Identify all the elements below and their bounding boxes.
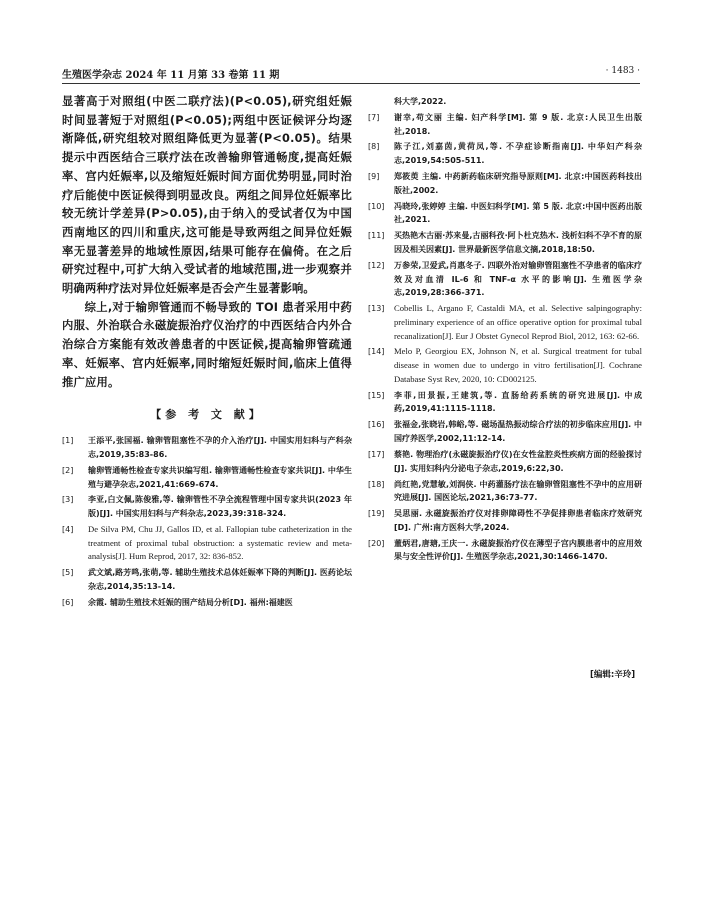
reference-number <box>368 95 394 109</box>
reference-text: 万参荣,卫爱武,肖惠冬子. 四联外治对输卵管阻塞性不孕患者的临床疗效及对血清 IL-6 和 TNF-α 水平的影响[J]. 生殖医学杂志,2019,28:366-371. <box>394 260 642 298</box>
reference-item <box>368 259 642 300</box>
running-header <box>62 66 640 82</box>
reference-text: 蔡艳. 物理治疗(永磁旋振治疗仪)在女性盆腔炎性疾病方面的经验探讨[J]. 实用妇科内分泌电子杂志,2019,6:22,30. <box>394 449 642 473</box>
reference-item <box>368 95 642 109</box>
reference-number: [11] <box>368 231 385 241</box>
reference-text: 买热艳木古丽·苏来曼,古丽科孜·阿卜杜克热木. 浅析妇科不孕不育的原因及相关因素[J]. 世界最新医学信息文摘,2018,18:50. <box>394 231 642 254</box>
reference-number: [10] <box>368 201 385 211</box>
body-paragraph-1: 显著高于对照组(中医二联疗法)(P<0.05),研究组妊娠时间显著短于对照组(P<0.05);两组中医证候评分均逐渐降低,研究组较对照组降低更为显著(P<0.05)。结果提示中西医结合三联疗法在改善输卵管通畅度,提高妊娠率、宫内妊娠率,以及缩短妊娠时间方面优势明显,同时治疗后能使中医证候得到明显改良。两组之间异位妊娠率比较无统计学差异(P>0.05),由于纳入的受试者仅为中国西南地区的四川和重庆,这可能是导致两组之间异位妊娠率无显著差异的地域性原因,结果可能存在偏倚。在之后研究过程中,可扩大纳入受试者的地域范围,进一步观察并明确两种疗法对异位妊娠率是否会产生显著影响。 <box>62 95 352 296</box>
reference-item <box>368 448 642 475</box>
reference-item <box>368 302 642 343</box>
reference-number: [3] <box>62 495 74 505</box>
reference-item <box>368 537 642 564</box>
reference-item <box>62 566 352 593</box>
body-paragraph-2: 综上,对于输卵管通而不畅导致的 TOI 患者采用中药内服、外治联合永磁旋振治疗仪治疗的中西医结合内外合治综合方案能有效改善患者的中医证候,提高输卵管疏通率、妊娠率、宫内妊娠率,同时缩短妊娠时间,临床上值得推广应用。 <box>62 300 352 389</box>
reference-number: [4] <box>62 525 74 535</box>
reference-number: [6] <box>62 597 74 607</box>
header-rule <box>62 83 640 84</box>
left-column <box>62 93 352 612</box>
reference-item <box>62 596 352 610</box>
reference-text: 吴思丽. 永磁旋振治疗仪对排卵障碍性不孕促排卵患者临床疗效研究[D]. 广州:南方医科大学,2024. <box>394 509 642 532</box>
reference-text: 董炳君,唐瑭,王庆一. 永磁旋振治疗仪在薄型子宫内膜患者中的应用效果与安全性评价[J]. 生殖医学杂志,2021,30:1466-1470. <box>394 538 642 562</box>
reference-number: [7] <box>368 112 380 122</box>
references-heading: 【参 考 文 献】 <box>150 408 264 422</box>
reference-item <box>368 229 642 256</box>
reference-text: 冯晓玲,张婷婷 主编. 中医妇科学[M]. 第 5 版. 北京:中国中医药出版社,2021. <box>394 201 642 225</box>
reference-number: [16] <box>368 420 385 430</box>
reference-number: [17] <box>368 449 385 459</box>
reference-text: Melo P, Georgiou EX, Johnson N, et al. Surgical treatment for tubal disease in women due to undergo in vitro fertilisation[J]. Cochrane Database Syst Rev, 2020, 10: CD002125. <box>394 346 642 384</box>
reference-text: 王添平,张国福. 输卵管阻塞性不孕的介入治疗[J]. 中国实用妇科与产科杂志,2019,35:83-86. <box>88 436 352 459</box>
reference-text: 陈子江,刘嘉茵,黄荷凤,等. 不孕症诊断指南[J]. 中华妇产科杂志,2019,54:505-511. <box>394 142 642 166</box>
page-number: · 1483 · <box>605 66 640 76</box>
reference-text: 输卵管通畅性检查专家共识编写组. 输卵管通畅性检查专家共识[J]. 中华生殖与避孕杂志,2021,41:669-674. <box>88 465 352 489</box>
right-column <box>368 95 642 566</box>
journal-issue-title: 生殖医学杂志 2024 年 11 月第 33 卷第 11 期 <box>62 70 280 81</box>
reference-text: 科大学,2022. <box>394 97 447 106</box>
reference-text: 武文斌,路芳鸣,张萌,等. 辅助生殖技术总体妊娠率下降的判断[J]. 医药论坛杂志,2014,35:13-14. <box>88 568 352 592</box>
reference-number: [20] <box>368 538 385 548</box>
reference-text: 张福金,张晓岩,韩峪,等. 磁场温热振动综合疗法的初步临床应用[J]. 中国疗养医学,2002,11:12-14. <box>394 420 642 444</box>
reference-text: 尚红艳,党慧敏,刘润侠. 中药灌肠疗法在输卵管阻塞性不孕中的应用研究进展[J]. 国医论坛,2021,36:73-77. <box>394 479 642 503</box>
reference-item <box>368 345 642 386</box>
reference-number: [13] <box>368 304 385 314</box>
reference-item <box>62 434 352 461</box>
reference-number: [9] <box>368 172 380 182</box>
reference-number: [15] <box>368 390 385 400</box>
reference-item <box>62 523 352 564</box>
reference-item <box>368 170 642 197</box>
reference-item <box>368 140 642 167</box>
reference-item <box>62 464 352 491</box>
reference-text: 李菲,田景振,王建筑,等. 直肠给药系统的研究进展[J]. 中成药,2019,41:1115-1118. <box>394 390 642 414</box>
reference-item <box>368 478 642 505</box>
reference-item <box>368 111 642 138</box>
reference-text: Cobellis L, Argano F, Castaldi MA, et al. Selective salpingography: preliminary experience of an office operative option for proximal tubal recanalization[J]. Eur J Obstet Gynecol Reprod Biol, 2012, 163: 62-66. <box>394 303 642 341</box>
reference-item <box>368 200 642 227</box>
reference-text: 李亚,白文佩,陈俊雅,等. 输卵管性不孕全流程管理中国专家共识(2023 年版)[J]. 中国实用妇科与产科杂志,2023,39:318-324. <box>88 495 352 519</box>
reference-number: [12] <box>368 260 385 270</box>
reference-number: [18] <box>368 479 385 489</box>
editor-note: [编辑:辛玲] <box>590 670 636 680</box>
reference-text: 余霞. 辅助生殖技术妊娠的围产结局分析[D]. 福州:福建医 <box>88 597 293 607</box>
reference-item <box>368 389 642 416</box>
reference-number: [14] <box>368 347 385 357</box>
reference-item <box>368 418 642 445</box>
reference-item <box>62 493 352 520</box>
reference-number: [1] <box>62 436 74 446</box>
reference-text: 谢幸,苟文丽 主编. 妇产科学[M]. 第 9 版. 北京:人民卫生出版社,2018. <box>394 112 642 136</box>
reference-number: [2] <box>62 465 74 475</box>
reference-number: [8] <box>368 142 380 152</box>
reference-list-right <box>368 95 642 564</box>
reference-text: De Silva PM, Chu JJ, Gallos ID, et al. Fallopian tube catheterization in the treatment of proximal tubal obstruction: a systematic review and meta-analysis[J]. Hum Reprod, 2017, 32: 836-852. <box>88 524 352 562</box>
reference-text: 郑筱萸 主编. 中药新药临床研究指导原则[M]. 北京:中国医药科技出版社,2002. <box>394 172 642 195</box>
reference-number: [19] <box>368 509 385 519</box>
reference-list-left <box>62 434 352 609</box>
reference-number: [5] <box>62 568 74 578</box>
reference-item <box>368 507 642 534</box>
